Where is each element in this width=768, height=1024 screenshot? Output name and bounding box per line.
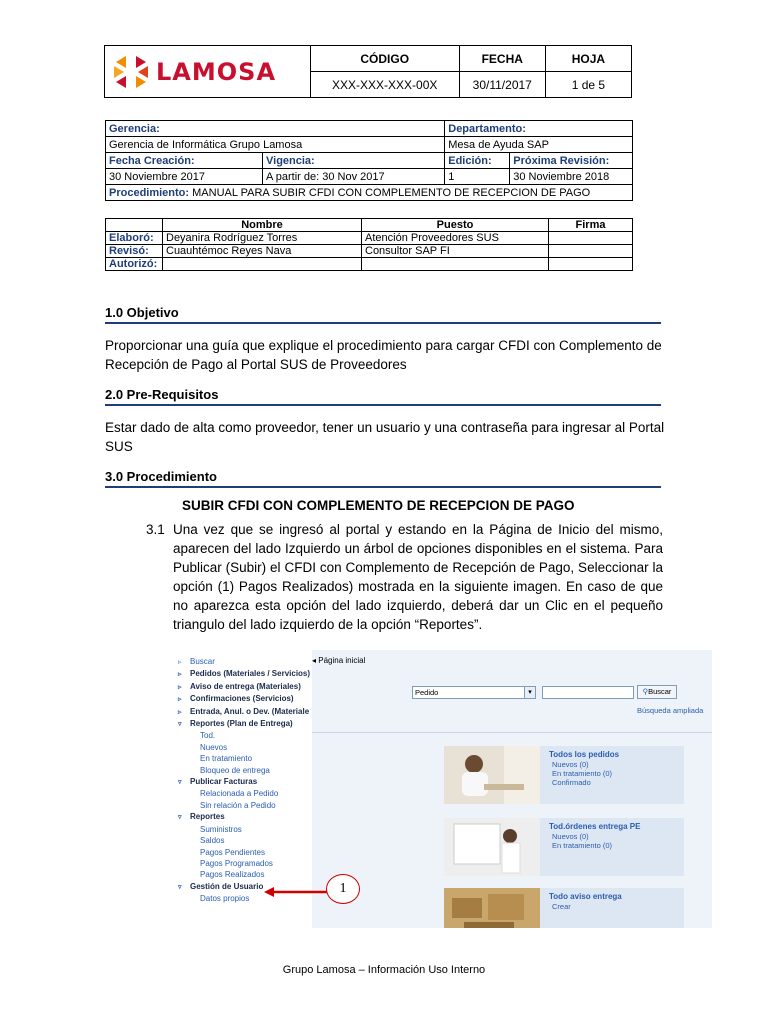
sidebar-item-label: Reportes (190, 812, 225, 822)
sidebar-item[interactable] (172, 811, 310, 823)
gerencia-label: Gerencia: (106, 121, 445, 137)
role-cell: Autorizó: (106, 258, 163, 271)
sidebar-item-label: En tratamiento (200, 754, 253, 764)
fecha-creacion-value: 30 Noviembre 2017 (106, 169, 263, 185)
tile-link[interactable]: Nuevos (0) (552, 760, 589, 769)
nombre-header: Nombre (163, 219, 362, 232)
back-link[interactable]: ◂ Página inicial (312, 656, 366, 665)
section-2-title: 2.0 Pre-Requisitos (105, 387, 661, 406)
section-1-title: 1.0 Objetivo (105, 305, 661, 324)
role-cell: Revisó: (106, 245, 163, 258)
firma-cell (549, 232, 633, 245)
triangle-closed-icon[interactable]: ▹ (178, 659, 182, 666)
table-row (106, 232, 633, 245)
tile-link[interactable]: Confirmado (552, 778, 591, 787)
sidebar-item-label: Suministros (200, 824, 242, 834)
office-photo-icon (444, 746, 540, 804)
sidebar-item-label: Reportes (Plan de Entrega) (190, 719, 293, 729)
nombre-cell: Deyanira Rodríguez Torres (163, 232, 362, 245)
warehouse-photo-icon (444, 818, 540, 876)
sidebar-item[interactable] (172, 706, 310, 718)
tile-delivery-orders (444, 818, 684, 876)
search-button[interactable]: ⚲Buscar (637, 685, 677, 699)
sidebar-item[interactable] (172, 835, 310, 846)
section-2-text: Estar dado de alta como proveedor, tener un usuario y una contraseña para ingresar al Portal SUS (105, 420, 665, 454)
sidebar-item-label: Datos propios (200, 894, 250, 904)
sidebar-item[interactable] (172, 800, 310, 811)
puesto-cell: Atención Proveedores SUS (362, 232, 549, 245)
codigo-value: XXX-XXX-XXX-00X (310, 72, 459, 98)
departamento-label: Departamento: (445, 121, 633, 137)
sidebar-item[interactable] (172, 668, 310, 680)
advanced-search-link[interactable]: Búsqueda ampliada (637, 706, 704, 715)
sidebar-item-label: Confirmaciones (Servicios) (190, 694, 294, 704)
sidebar-item[interactable] (172, 858, 310, 869)
sidebar-item-label: Sin relación a Pedido (200, 800, 276, 810)
procedimiento-label: Procedimiento: (109, 186, 190, 199)
sidebar-item[interactable] (172, 753, 310, 764)
codigo-header: CÓDIGO (310, 46, 459, 72)
search-select[interactable]: Pedido ▾ (412, 686, 536, 699)
hoja-header: HOJA (545, 46, 631, 72)
triangle-open-icon[interactable]: ▿ (178, 779, 182, 787)
table-row (106, 245, 633, 258)
nombre-cell (163, 258, 362, 271)
portal-screenshot (172, 650, 712, 928)
triangle-open-icon[interactable]: ▿ (178, 814, 182, 822)
triangle-closed-icon[interactable]: ▹ (178, 708, 182, 716)
puesto-cell (362, 258, 549, 271)
fecha-creacion-label: Fecha Creación: (106, 153, 263, 169)
sidebar-item[interactable] (172, 693, 310, 705)
gerencia-value: Gerencia de Informática Grupo Lamosa (106, 137, 445, 153)
search-input[interactable] (542, 686, 634, 699)
triangle-open-icon[interactable]: ▿ (178, 883, 182, 891)
section-3-title: 3.0 Procedimiento (105, 469, 661, 488)
company-logo (108, 54, 307, 90)
triangle-open-icon[interactable]: ▿ (178, 721, 182, 729)
header-table (104, 45, 632, 98)
firma-header: Firma (549, 219, 633, 232)
info-table (105, 120, 633, 201)
tile-title[interactable]: Tod.órdenes entrega PE (549, 822, 641, 831)
procedimiento-row (106, 185, 633, 201)
sidebar-item-label: Pagos Realizados (200, 870, 265, 880)
triangle-closed-icon[interactable]: ▹ (178, 696, 182, 704)
sidebar-item[interactable] (172, 776, 310, 788)
sidebar-item-label: Pagos Programados (200, 858, 273, 868)
fecha-header: FECHA (459, 46, 545, 72)
sidebar-item-label: Saldos (200, 836, 225, 846)
sidebar-item[interactable] (172, 824, 310, 835)
sidebar-item[interactable] (172, 681, 310, 693)
sidebar-item[interactable] (172, 742, 310, 753)
page-footer: Grupo Lamosa – Información Uso Interno (282, 964, 486, 976)
sidebar-item-label: Tod. (200, 731, 216, 741)
tile-title[interactable]: Todos los pedidos (549, 750, 620, 759)
logo-cell (105, 46, 311, 98)
tile-link[interactable]: Nuevos (0) (552, 832, 589, 841)
section-1-text: Proporcionar una guía que explique el procedimiento para cargar CFDI con Complemento de Recepción de Pago al Portal SUS de Proveedores (105, 338, 662, 372)
signature-table (105, 218, 633, 271)
firma-cell (549, 258, 633, 271)
tile-title[interactable]: Todo aviso entrega (549, 892, 622, 901)
nombre-cell: Cuauhtémoc Reyes Nava (163, 245, 362, 258)
tile-delivery-notice (444, 888, 684, 928)
puesto-cell: Consultor SAP FI (362, 245, 549, 258)
back-arrow-icon: ◂ (312, 656, 317, 665)
table-row (106, 258, 633, 271)
section-3-subtitle: SUBIR CFDI CON COMPLEMENTO DE RECEPCION DE PAGO (182, 498, 575, 513)
portal-main (312, 650, 712, 928)
sidebar-item[interactable] (172, 847, 310, 858)
tile-link[interactable]: En tratamiento (0) (552, 769, 613, 778)
sidebar-item-label: Aviso de entrega (Materiales) (190, 681, 301, 691)
role-header (106, 219, 163, 232)
divider (312, 732, 712, 733)
proxima-value: 30 Noviembre 2018 (510, 169, 633, 185)
step-number: 3.1 (146, 522, 165, 537)
sidebar-item[interactable] (172, 718, 310, 730)
company-name: LAMOSA (156, 57, 277, 86)
procedimiento-value: MANUAL PARA SUBIR CFDI CON COMPLEMENTO DE RECEPCION DE PAGO (189, 186, 591, 199)
sidebar-item[interactable] (172, 788, 310, 799)
sidebar-item[interactable] (172, 730, 310, 741)
tile-link[interactable]: En tratamiento (0) (552, 841, 613, 850)
sidebar-item-label: Nuevos (200, 742, 228, 752)
triangle-closed-icon[interactable]: ▹ (178, 671, 182, 679)
sidebar-item-label: Relacionada a Pedido (200, 789, 279, 799)
lamosa-logo-icon (112, 54, 150, 90)
sidebar-item[interactable] (172, 656, 310, 668)
proxima-label: Próxima Revisión: (510, 153, 633, 169)
hoja-value: 1 de 5 (545, 72, 631, 98)
sidebar-item-label: Entrada, Anul. o Dev. (Materiale (190, 706, 310, 716)
vigencia-value: A partir de: 30 Nov 2017 (263, 169, 445, 185)
triangle-closed-icon[interactable]: ▹ (178, 683, 182, 691)
fecha-value: 30/11/2017 (459, 72, 545, 98)
tile-link[interactable]: Crear (552, 902, 571, 911)
role-cell: Elaboró: (106, 232, 163, 245)
firma-cell (549, 245, 633, 258)
sidebar-item-label: Publicar Facturas (190, 777, 258, 787)
chevron-down-icon: ▾ (524, 687, 535, 698)
sidebar-item-label: Pagos Pendientes (200, 847, 265, 857)
search-icon: ⚲ (642, 687, 649, 696)
sidebar-item-label: Gestión de Usuario (190, 881, 264, 891)
callout-number: 1 (326, 874, 360, 904)
vigencia-label: Vigencia: (263, 153, 445, 169)
edicion-value: 1 (445, 169, 510, 185)
edicion-label: Edición: (445, 153, 510, 169)
step-text: Una vez que se ingresó al portal y estando en la Página de Inicio del mismo, aparecen del lado Izquierdo un árbol de opciones disponibles en el sistema. Para Publicar (Subir) el CFDI con Complemento de Recepción de Pago, Seleccionar la opción (1) Pagos Realizados) mostrada en la siguiente imagen. En caso de que no aparezca esta opción del lado izquierdo, deberá dar un Clic en el pequeño triangulo del lado izquierdo de la opción “Reportes”. (173, 522, 663, 632)
puesto-header: Puesto (362, 219, 549, 232)
sidebar-item[interactable] (172, 765, 310, 776)
tile-all-orders (444, 746, 684, 804)
departamento-value: Mesa de Ayuda SAP (445, 137, 633, 153)
boxes-photo-icon (444, 888, 540, 928)
sidebar-item-label: Bloqueo de entrega (200, 765, 270, 775)
sidebar-item-label: Pedidos (Materiales / Servicios) (190, 669, 311, 679)
sidebar-item-label: Buscar (190, 657, 215, 666)
